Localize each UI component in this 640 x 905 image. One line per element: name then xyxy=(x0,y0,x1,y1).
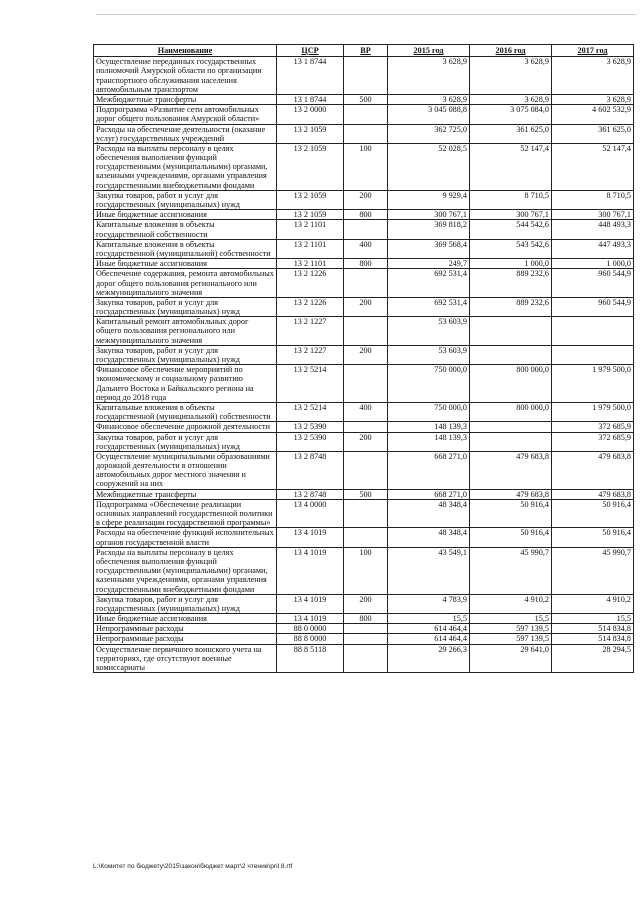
cell-2016 xyxy=(470,317,552,346)
cell-2017: 1 000,0 xyxy=(552,259,634,269)
cell-vr: 800 xyxy=(344,259,388,269)
cell-vr: 200 xyxy=(344,297,388,316)
cell-csr: 13 2 1059 xyxy=(277,124,344,143)
cell-2016: 300 767,1 xyxy=(470,210,552,220)
cell-name: Непрограммные расходы xyxy=(94,624,277,634)
cell-name: Иные бюджетные ассигнования xyxy=(94,259,277,269)
cell-2016: 800 000,0 xyxy=(470,402,552,421)
cell-csr: 13 2 1059 xyxy=(277,190,344,209)
table-row xyxy=(94,317,634,346)
cell-name: Межбюджетные трансферты xyxy=(94,94,277,104)
cell-vr xyxy=(344,365,388,403)
budget-table xyxy=(93,44,634,673)
cell-name: Межбюджетные трансферты xyxy=(94,489,277,499)
cell-2015: 249,7 xyxy=(388,259,470,269)
cell-2016 xyxy=(470,432,552,451)
cell-csr: 13 2 1059 xyxy=(277,210,344,220)
cell-csr: 13 4 1019 xyxy=(277,614,344,624)
table-row xyxy=(94,624,634,634)
cell-2015: 3 628,9 xyxy=(388,94,470,104)
cell-2017: 960 544,9 xyxy=(552,297,634,316)
cell-2017: 448 493,3 xyxy=(552,220,634,239)
cell-2016: 479 683,8 xyxy=(470,489,552,499)
cell-2015: 362 725,0 xyxy=(388,124,470,143)
cell-vr xyxy=(344,105,388,124)
cell-2015: 3 628,9 xyxy=(388,57,470,95)
cell-csr: 13 2 1226 xyxy=(277,297,344,316)
cell-name: Расходы на обеспечение функций исполнительных органов государственной власти xyxy=(94,528,277,547)
cell-2015: 53 603,9 xyxy=(388,345,470,364)
cell-2017: 1 979 500,0 xyxy=(552,402,634,421)
table-row xyxy=(94,547,634,594)
cell-2016: 3 628,9 xyxy=(470,57,552,95)
table-row xyxy=(94,614,634,624)
cell-2015: 52 028,5 xyxy=(388,143,470,190)
cell-name: Капитальный ремонт автомобильных дорог общего пользования регионального или межмуниципального значения xyxy=(94,317,277,346)
cell-vr xyxy=(344,269,388,298)
table-row xyxy=(94,220,634,239)
header-vr: ВР xyxy=(344,45,388,57)
cell-2017: 52 147,4 xyxy=(552,143,634,190)
cell-2017: 3 628,9 xyxy=(552,94,634,104)
cell-2016: 1 000,0 xyxy=(470,259,552,269)
cell-vr: 100 xyxy=(344,143,388,190)
cell-name: Обеспечение содержания, ремонта автомобильных дорог общего пользования регионального или межмуниципального значения xyxy=(94,269,277,298)
cell-2016: 50 916,4 xyxy=(470,499,552,528)
cell-2017: 4 602 532,9 xyxy=(552,105,634,124)
table-row xyxy=(94,402,634,421)
cell-2017 xyxy=(552,345,634,364)
cell-name: Закупка товаров, работ и услуг для государственных (муниципальных) нужд xyxy=(94,190,277,209)
cell-2015: 614 464,4 xyxy=(388,624,470,634)
cell-2016: 45 990,7 xyxy=(470,547,552,594)
cell-2015: 48 348,4 xyxy=(388,499,470,528)
cell-2017: 479 683,8 xyxy=(552,489,634,499)
table-row xyxy=(94,528,634,547)
cell-2016: 8 710,5 xyxy=(470,190,552,209)
cell-vr: 500 xyxy=(344,489,388,499)
cell-vr xyxy=(344,499,388,528)
cell-2015: 148 139,3 xyxy=(388,422,470,432)
cell-2017: 447 493,3 xyxy=(552,239,634,258)
cell-vr xyxy=(344,634,388,644)
cell-name: Осуществление муниципальными образованиями дорожной деятельности в отношении автомобильных дорог местного значения и сооружений на них xyxy=(94,451,277,489)
cell-name: Закупка товаров, работ и услуг для государственных (муниципальных) нужд xyxy=(94,432,277,451)
cell-csr: 13 2 1059 xyxy=(277,143,344,190)
cell-2016: 543 542,6 xyxy=(470,239,552,258)
cell-csr: 13 4 0000 xyxy=(277,499,344,528)
cell-2015: 43 549,1 xyxy=(388,547,470,594)
cell-2016: 361 625,0 xyxy=(470,124,552,143)
cell-csr: 13 2 8748 xyxy=(277,489,344,499)
cell-2016: 52 147,4 xyxy=(470,143,552,190)
cell-2016: 889 232,6 xyxy=(470,297,552,316)
cell-name: Иные бюджетные ассигнования xyxy=(94,614,277,624)
table-row xyxy=(94,499,634,528)
cell-2015: 4 783,9 xyxy=(388,594,470,613)
cell-csr: 13 2 5214 xyxy=(277,402,344,421)
cell-2015: 369 818,2 xyxy=(388,220,470,239)
cell-csr: 13 2 5214 xyxy=(277,365,344,403)
cell-vr xyxy=(344,57,388,95)
cell-name: Финансовое обеспечение дорожной деятельности xyxy=(94,422,277,432)
cell-2017: 479 683,8 xyxy=(552,451,634,489)
cell-csr: 13 2 1101 xyxy=(277,239,344,258)
cell-csr: 88 0 0000 xyxy=(277,624,344,634)
table-row xyxy=(94,365,634,403)
cell-2015: 614 464,4 xyxy=(388,634,470,644)
table-row xyxy=(94,94,634,104)
cell-2016: 15,5 xyxy=(470,614,552,624)
cell-csr: 13 2 1101 xyxy=(277,220,344,239)
cell-csr: 13 4 1019 xyxy=(277,547,344,594)
cell-2017: 8 710,5 xyxy=(552,190,634,209)
table-header-row xyxy=(94,45,634,57)
cell-2017: 514 834,8 xyxy=(552,624,634,634)
header-2015: 2015 год xyxy=(388,45,470,57)
table-row xyxy=(94,594,634,613)
cell-2017: 45 990,7 xyxy=(552,547,634,594)
cell-vr xyxy=(344,220,388,239)
cell-2015: 692 531,4 xyxy=(388,297,470,316)
cell-2016 xyxy=(470,345,552,364)
cell-2015: 29 266,3 xyxy=(388,644,470,673)
cell-2015: 148 139,3 xyxy=(388,432,470,451)
table-row xyxy=(94,105,634,124)
cell-2015: 53 603,9 xyxy=(388,317,470,346)
cell-name: Финансовое обеспечение мероприятий по экономическому и социальному развитию Дальнего Востока и Байкальского региона на период до 2018 года xyxy=(94,365,277,403)
cell-name: Капитальные вложения в объекты государственной собственности xyxy=(94,220,277,239)
cell-2015: 750 000,0 xyxy=(388,365,470,403)
cell-vr: 200 xyxy=(344,432,388,451)
table-row xyxy=(94,489,634,499)
cell-name: Закупка товаров, работ и услуг для государственных (муниципальных) нужд xyxy=(94,345,277,364)
cell-name: Закупка товаров, работ и услуг для государственных (муниципальных) нужд xyxy=(94,594,277,613)
cell-vr xyxy=(344,422,388,432)
cell-2017: 3 628,9 xyxy=(552,57,634,95)
table-row xyxy=(94,345,634,364)
cell-csr: 13 2 5390 xyxy=(277,432,344,451)
cell-2017: 50 916,4 xyxy=(552,528,634,547)
cell-2016: 597 139,5 xyxy=(470,624,552,634)
cell-csr: 13 1 8744 xyxy=(277,57,344,95)
cell-2015: 48 348,4 xyxy=(388,528,470,547)
top-divider xyxy=(96,14,636,15)
cell-csr: 13 2 0000 xyxy=(277,105,344,124)
cell-2015: 668 271,0 xyxy=(388,451,470,489)
cell-2016: 3 628,9 xyxy=(470,94,552,104)
cell-name: Расходы на выплаты персоналу в целях обеспечения выполнения функций государственными (муниципальными) органами, казенными учреждениями, органами управления государственными внебюджетными фондами xyxy=(94,143,277,190)
table-body xyxy=(94,57,634,673)
cell-vr: 800 xyxy=(344,210,388,220)
header-2016: 2016 год xyxy=(470,45,552,57)
header-csr: ЦСР xyxy=(277,45,344,57)
cell-vr: 100 xyxy=(344,547,388,594)
cell-2015: 3 045 088,8 xyxy=(388,105,470,124)
cell-2017: 372 685,9 xyxy=(552,422,634,432)
table-row xyxy=(94,297,634,316)
cell-2016: 597 139,5 xyxy=(470,634,552,644)
cell-csr: 13 2 1227 xyxy=(277,345,344,364)
cell-vr xyxy=(344,644,388,673)
cell-vr: 400 xyxy=(344,402,388,421)
table-row xyxy=(94,269,634,298)
cell-2016: 479 683,8 xyxy=(470,451,552,489)
header-name: Наименование xyxy=(94,45,277,57)
cell-csr: 13 2 1226 xyxy=(277,269,344,298)
cell-csr: 13 2 1101 xyxy=(277,259,344,269)
table-row xyxy=(94,644,634,673)
table-row xyxy=(94,124,634,143)
cell-name: Расходы на обеспечение деятельности (оказание услуг) государственных учреждений xyxy=(94,124,277,143)
table-row xyxy=(94,259,634,269)
cell-2017: 15,5 xyxy=(552,614,634,624)
cell-2015: 668 271,0 xyxy=(388,489,470,499)
cell-csr: 13 2 8748 xyxy=(277,451,344,489)
cell-2016: 889 232,6 xyxy=(470,269,552,298)
cell-csr: 88 8 0000 xyxy=(277,634,344,644)
table-row xyxy=(94,143,634,190)
cell-csr: 88 8 5118 xyxy=(277,644,344,673)
cell-vr: 800 xyxy=(344,614,388,624)
cell-csr: 13 2 1227 xyxy=(277,317,344,346)
cell-2017: 361 625,0 xyxy=(552,124,634,143)
table-row xyxy=(94,432,634,451)
cell-vr xyxy=(344,528,388,547)
cell-vr xyxy=(344,317,388,346)
cell-vr xyxy=(344,124,388,143)
cell-2017: 50 916,4 xyxy=(552,499,634,528)
table-row xyxy=(94,210,634,220)
cell-vr: 200 xyxy=(344,190,388,209)
cell-name: Непрограммные расходы xyxy=(94,634,277,644)
table-row xyxy=(94,57,634,95)
cell-2016: 4 910,2 xyxy=(470,594,552,613)
cell-vr: 500 xyxy=(344,94,388,104)
cell-csr: 13 4 1019 xyxy=(277,594,344,613)
cell-name: Осуществление переданных государственных полномочий Амурской области по организации транспортного обслуживания населения автомобильным транспортом xyxy=(94,57,277,95)
cell-2016 xyxy=(470,422,552,432)
cell-2016: 29 641,0 xyxy=(470,644,552,673)
cell-2016: 544 542,6 xyxy=(470,220,552,239)
cell-name: Расходы на выплаты персоналу в целях обеспечения выполнения функций государственными (муниципальными) органами, казенными учреждениями, органами управления государственными внебюджетными фондами xyxy=(94,547,277,594)
cell-name: Осуществление первичного воинского учета на территориях, где отсутствуют военные комиссариаты xyxy=(94,644,277,673)
cell-2015: 300 767,1 xyxy=(388,210,470,220)
cell-2017: 1 979 500,0 xyxy=(552,365,634,403)
table-row xyxy=(94,634,634,644)
cell-name: Подпрограмма «Обеспечение реализации основных направлений государственной политики в сфере реализации государственной программы» xyxy=(94,499,277,528)
cell-2015: 15,5 xyxy=(388,614,470,624)
cell-name: Капитальные вложения в объекты государственной (муниципальной) собственности xyxy=(94,239,277,258)
cell-2015: 692 531,4 xyxy=(388,269,470,298)
header-2017: 2017 год xyxy=(552,45,634,57)
cell-csr: 13 2 5390 xyxy=(277,422,344,432)
cell-csr: 13 4 1019 xyxy=(277,528,344,547)
cell-name: Капитальные вложения в объекты государственной (муниципальной) собственности xyxy=(94,402,277,421)
cell-2015: 750 000,0 xyxy=(388,402,470,421)
cell-2017 xyxy=(552,317,634,346)
cell-vr: 200 xyxy=(344,594,388,613)
cell-2016: 800 000,0 xyxy=(470,365,552,403)
cell-2017: 372 685,9 xyxy=(552,432,634,451)
cell-vr: 400 xyxy=(344,239,388,258)
table-row xyxy=(94,190,634,209)
cell-vr: 200 xyxy=(344,345,388,364)
cell-2017: 28 294,5 xyxy=(552,644,634,673)
cell-name: Подпрограмма «Развитие сети автомобильных дорог общего пользования Амурской области» xyxy=(94,105,277,124)
table-row xyxy=(94,239,634,258)
table-row xyxy=(94,451,634,489)
cell-vr xyxy=(344,451,388,489)
file-path-footer: L:\Комитет по бюджету\2015\закон\бюджет март\2 чтение\pril 8.rtf xyxy=(93,863,293,870)
cell-2015: 9 929,4 xyxy=(388,190,470,209)
cell-2016: 3 075 084,0 xyxy=(470,105,552,124)
cell-vr xyxy=(344,624,388,634)
cell-2017: 4 910,2 xyxy=(552,594,634,613)
cell-2017: 514 834,8 xyxy=(552,634,634,644)
cell-name: Иные бюджетные ассигнования xyxy=(94,210,277,220)
cell-2015: 369 568,4 xyxy=(388,239,470,258)
cell-2016: 50 916,4 xyxy=(470,528,552,547)
table-row xyxy=(94,422,634,432)
cell-2017: 300 767,1 xyxy=(552,210,634,220)
cell-name: Закупка товаров, работ и услуг для государственных (муниципальных) нужд xyxy=(94,297,277,316)
cell-2017: 960 544,9 xyxy=(552,269,634,298)
cell-csr: 13 1 8744 xyxy=(277,94,344,104)
